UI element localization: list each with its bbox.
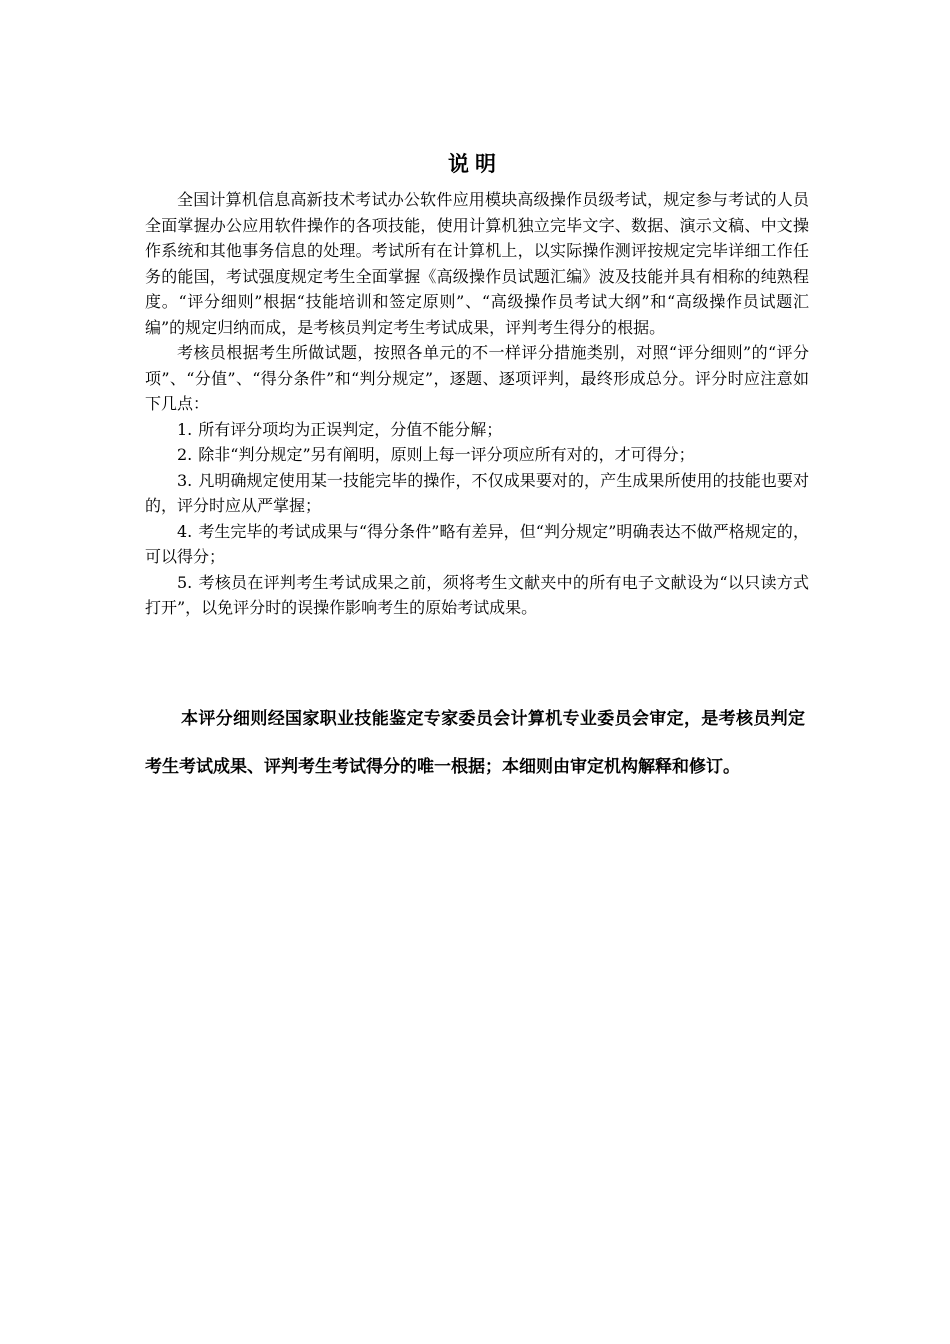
rule-text: 考生完毕的考试成果与“得分条件”略有差异，但“判分规定”明确表达不做严格规定的，可以得分； [145,521,809,566]
rule-number: 2. [177,445,193,464]
rule-item [145,417,809,443]
rule-item [145,519,809,570]
rule-number: 3. [177,470,193,490]
rule-item [145,468,809,519]
rule-text: 除非“判分规定”另有阐明，原则上每一评分项应所有对的，才可得分； [198,445,695,464]
rule-number: 1. [177,419,193,439]
rule-item [145,570,809,621]
rule-number: 5. [177,572,193,592]
rule-text: 考核员在评判考生考试成果之前，须将考生文献夹中的所有电子文献设为“以只读方式打开”，以免评分时的误操作影响考生的原始考试成果。 [145,572,809,617]
rule-text: 凡明确规定使用某一技能完毕的操作，不仅成果要对的，产生成果所使用的技能也要对的，评分时应从严掌握； [145,470,809,515]
scoring-paragraph: 考核员根据考生所做试题，按照各单元的不一样评分措施类别，对照“评分细则”的“评分项”、“分值”、“得分条件”和“判分规定”，逐题、逐项评判，最终形成总分。评分时应注意如下几点： [145,343,809,413]
approval-note [145,695,805,791]
rule-text: 所有评分项均为正误判定，分值不能分解； [198,419,503,439]
rule-item [145,442,809,468]
page-title: 说明 [448,152,502,176]
approval-note-text: 本评分细则经国家职业技能鉴定专家委员会计算机专业委员会审定，是考核员判定考生考试成果、评判考生考试得分的唯一根据；本细则由审定机构解释和修订。 [145,709,805,777]
instructions-body [145,187,809,621]
intro-paragraph: 全国计算机信息高新技术考试办公软件应用模块高级操作员级考试，规定参与考试的人员全面掌握办公应用软件操作的各项技能，使用计算机独立完毕文字、数据、演示文稿、中文操作系统和其他事务信息的处理。考试所有在计算机上，以实际操作测评按规定完毕详细工作任务的能国，考试强度规定考生全面掌握《高级操作员试题汇编》波及技能并具有相称的纯熟程度。“评分细则”根据“技能培训和签定原则”、“高级操作员考试大纲”和“高级操作员试题汇编”的规定归纳而成，是考核员判定考生考试成果，评判考生得分的根据。 [145,190,809,337]
rule-number: 4. [177,521,193,541]
